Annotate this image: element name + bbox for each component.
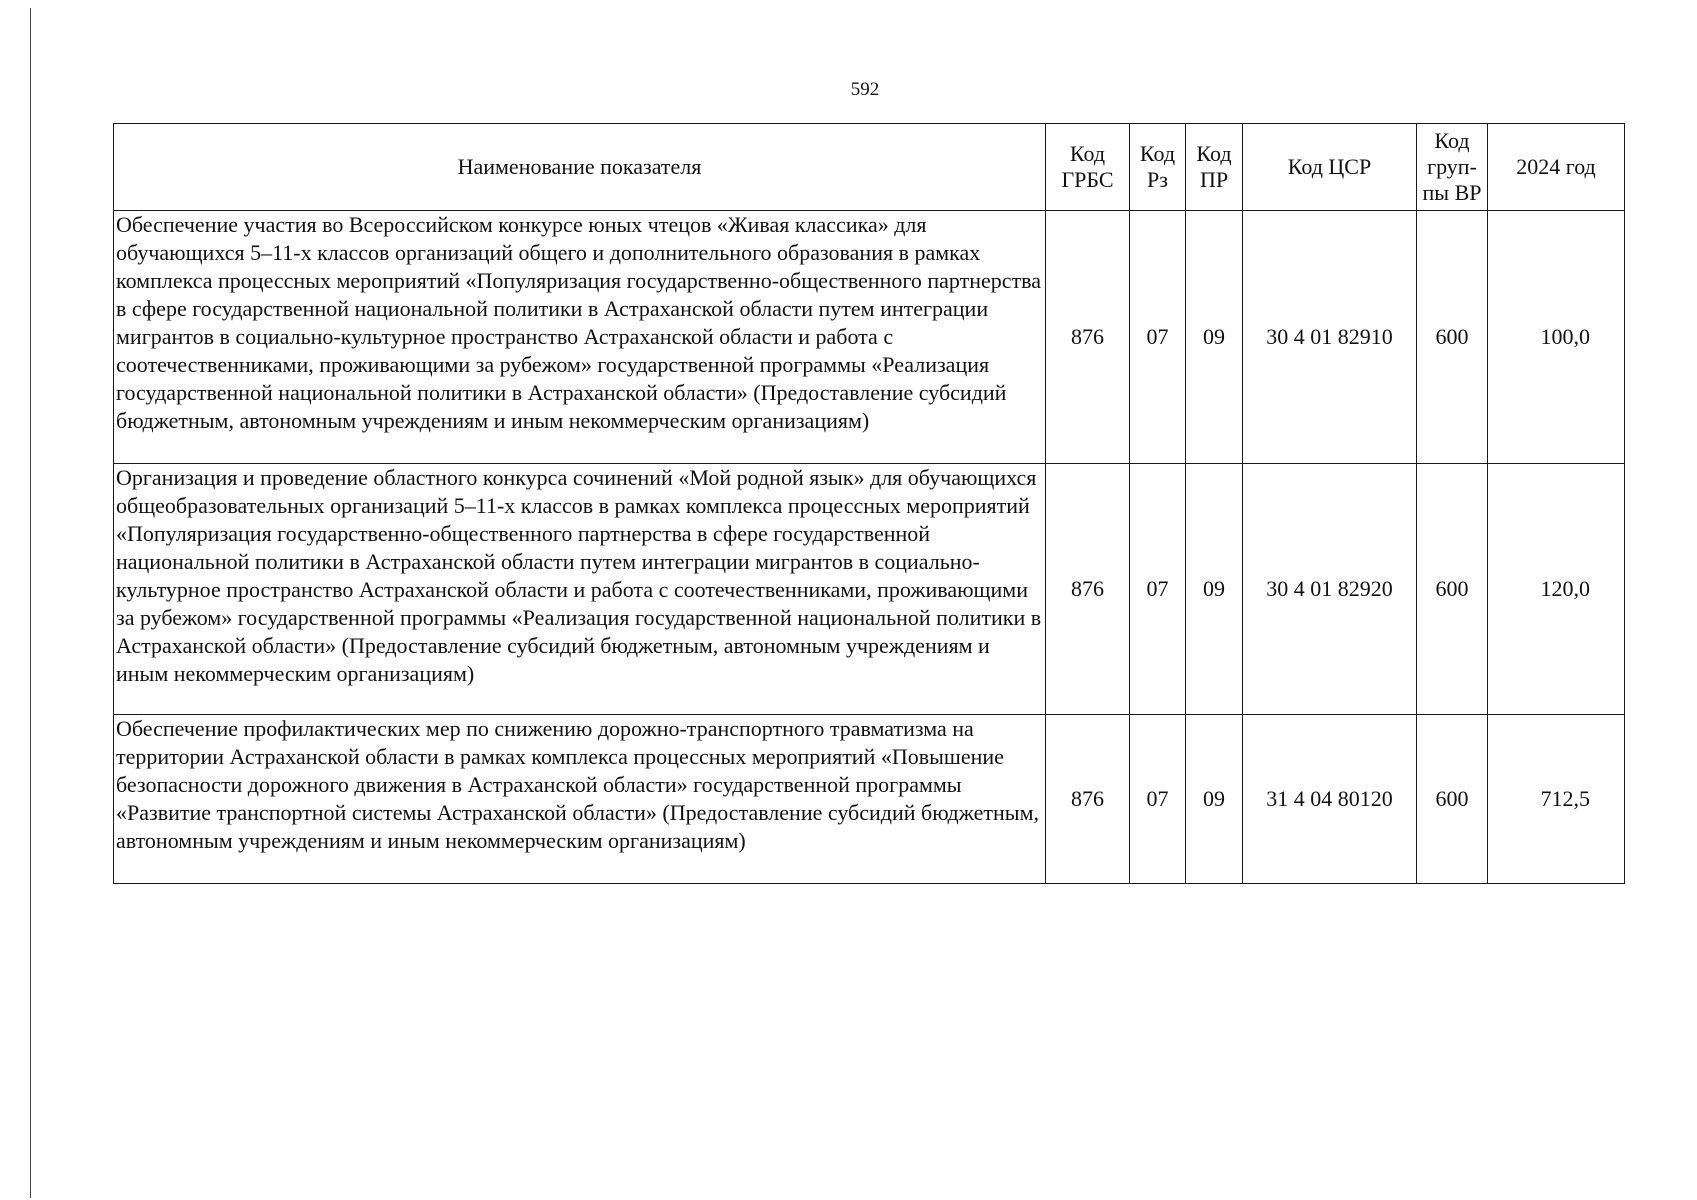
header-row — [114, 124, 1625, 211]
row-amount: 100,0 — [1488, 211, 1625, 464]
header-rz-line2: Рз — [1147, 167, 1168, 192]
row-vr: 600 — [1417, 715, 1488, 884]
row-csr: 31 4 04 80120 — [1243, 715, 1417, 884]
header-pr-line1: Код — [1196, 141, 1232, 166]
header-rz — [1130, 124, 1186, 211]
header-year: 2024 год — [1488, 124, 1625, 211]
row-grbs: 876 — [1046, 464, 1130, 715]
table-header — [114, 124, 1625, 211]
header-vr — [1417, 124, 1488, 211]
table-row — [114, 715, 1625, 884]
row-vr: 600 — [1417, 211, 1488, 464]
header-grbs-line1: Код — [1069, 141, 1106, 166]
row-pr: 09 — [1186, 464, 1243, 715]
row-grbs: 876 — [1046, 211, 1130, 464]
row-pr: 09 — [1186, 715, 1243, 884]
header-grbs — [1046, 124, 1130, 211]
header-rz-line1: Код — [1139, 141, 1176, 166]
row-name: Организация и проведение областного конкурса сочинений «Мой родной язык» для обучающихся общеобразовательных организаций 5–11-х классов в рамках комплекса процессных мероприятий «Популяризация государственно-общественного партнерства в сфере государственной национальной политики в Астраханской области путем интеграции мигрантов в социально-культурное пространство Астраханской области и работа с соотечественниками, проживающими за рубежом» государственной программы «Реализация государственной национальной политики в Астраханской области» (Предоставление субсидий бюджетным, автономным учреждениям и иным некоммерческим организациям) — [114, 464, 1046, 715]
row-csr: 30 4 01 82920 — [1243, 464, 1417, 715]
header-name: Наименование показателя — [114, 124, 1046, 211]
table-body — [114, 211, 1625, 884]
row-grbs: 876 — [1046, 715, 1130, 884]
header-vr-line2: груп- — [1427, 154, 1477, 179]
row-rz: 07 — [1130, 464, 1186, 715]
row-csr: 30 4 01 82910 — [1243, 211, 1417, 464]
header-pr-line2: ПР — [1199, 167, 1229, 192]
row-vr: 600 — [1417, 464, 1488, 715]
row-rz: 07 — [1130, 715, 1186, 884]
header-pr — [1186, 124, 1243, 211]
table-row — [114, 211, 1625, 464]
header-csr: Код ЦСР — [1243, 124, 1417, 211]
budget-table — [113, 123, 1625, 884]
row-pr: 09 — [1186, 211, 1243, 464]
table-row — [114, 464, 1625, 715]
header-vr-line1: Код — [1434, 128, 1470, 153]
row-name: Обеспечение участия во Всероссийском конкурсе юных чтецов «Живая классика» для обучающихся 5–11-х классов организаций общего и дополнительного образования в рамках комплекса процессных мероприятий «Популяризация государственно-общественного партнерства в сфере государственной национальной политики в Астраханской области путем интеграции мигрантов в социально-культурное пространство Астраханской области и работа с соотечественниками, проживающими за рубежом» государственной программы «Реализация государственной национальной политики в Астраханской области» (Предоставление субсидий бюджетным, автономным учреждениям и иным некоммерческим организациям) — [114, 211, 1046, 464]
scan-edge-line — [30, 8, 31, 1198]
row-name: Обеспечение профилактических мер по снижению дорожно-транспортного травматизма на территории Астраханской области в рамках комплекса процессных мероприятий «Повышение безопасности дорожного движения в Астраханской области» государственной программы «Развитие транспортной системы Астраханской области» (Предоставление субсидий бюджетным, автономным учреждениям и иным некоммерческим организациям) — [114, 715, 1046, 884]
header-grbs-line2: ГРБС — [1061, 167, 1114, 192]
row-amount: 712,5 — [1488, 715, 1625, 884]
page-number: 592 — [850, 79, 880, 100]
row-amount: 120,0 — [1488, 464, 1625, 715]
row-rz: 07 — [1130, 211, 1186, 464]
header-vr-line3: пы ВР — [1422, 180, 1482, 205]
